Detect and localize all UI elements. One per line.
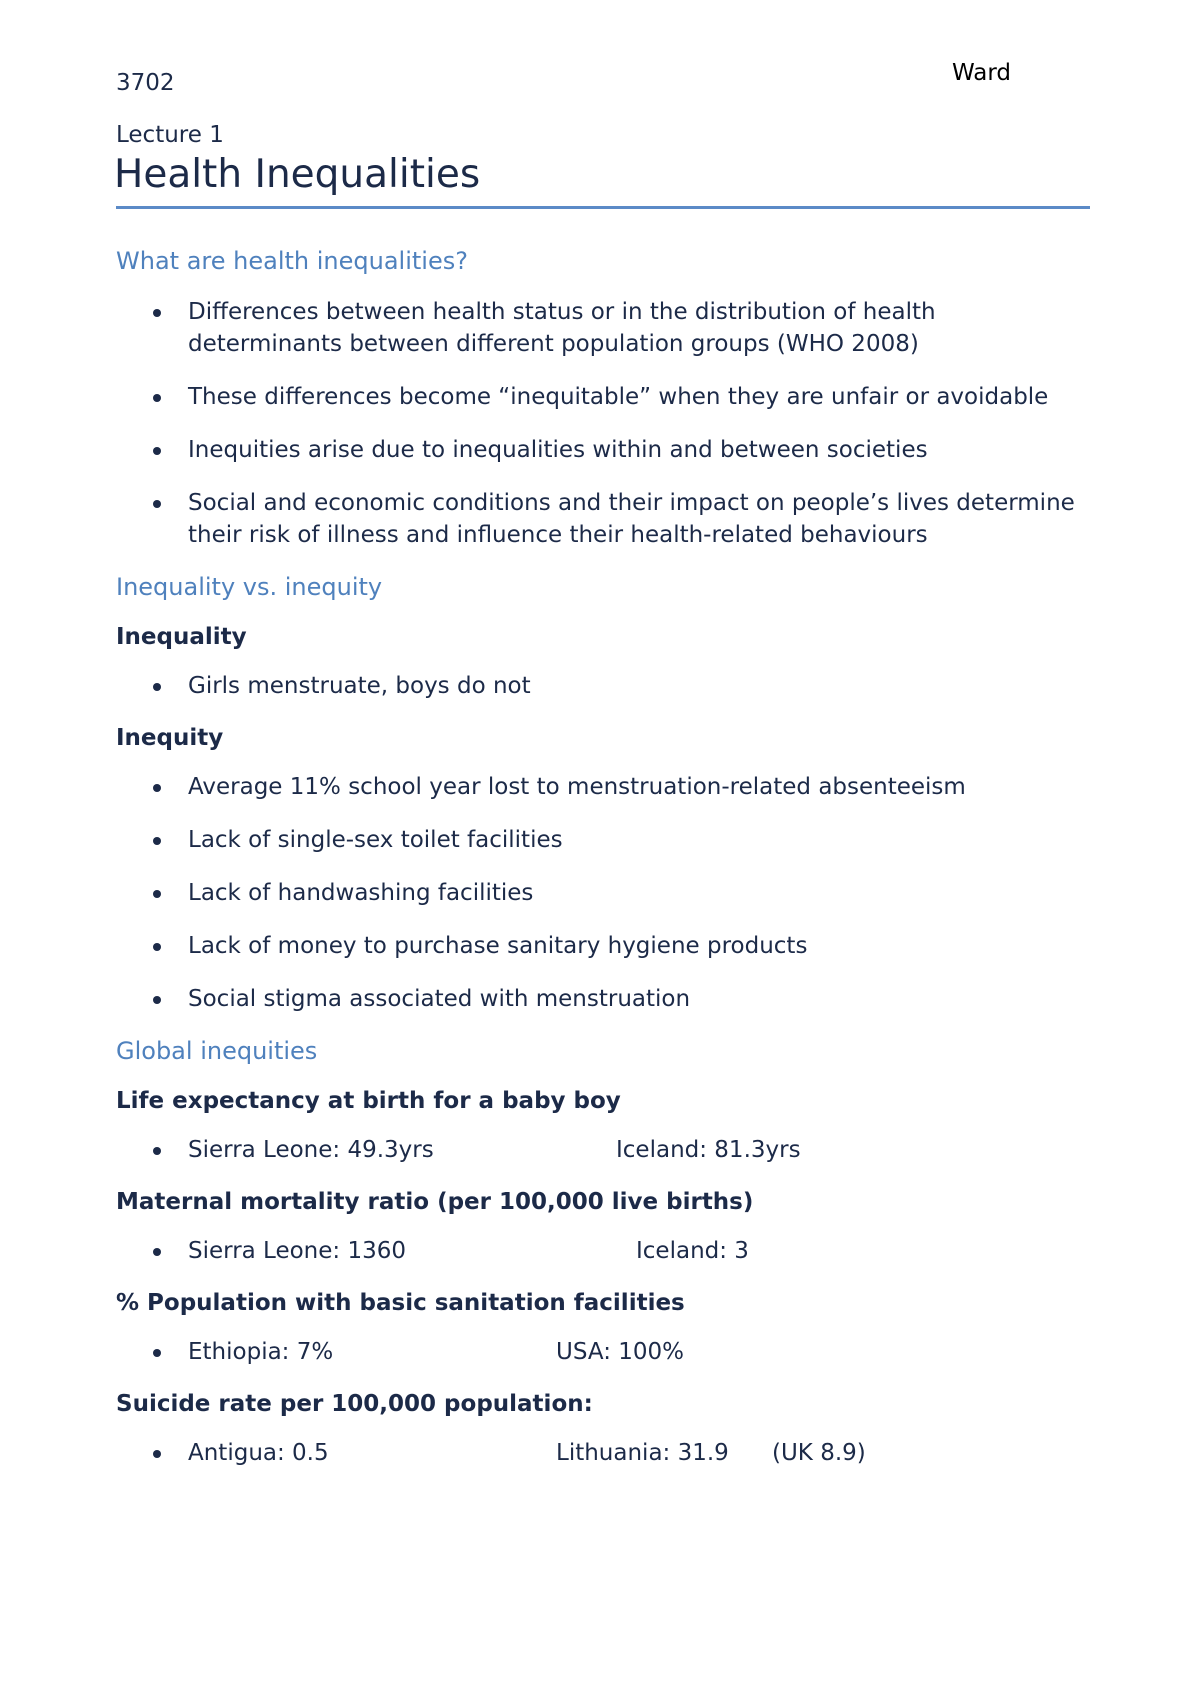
stat-list xyxy=(116,1336,1096,1368)
stat-item: Antigua: 0.5 Lithuania: 31.9 (UK 8.9) xyxy=(116,1437,1096,1469)
inequity-list xyxy=(116,771,1096,1015)
course-code: 3702 xyxy=(116,70,175,96)
list-item: Social and economic conditions and their impact on people’s lives determine their risk of illness and influence their health-related behaviours xyxy=(116,487,1096,551)
stat-item: Sierra Leone: 1360 Iceland: 3 xyxy=(116,1235,1096,1267)
stat-list xyxy=(116,1437,1096,1469)
list-item: These differences become “inequitable” when they are unfair or avoidable xyxy=(116,381,1096,413)
bullet-icon xyxy=(153,1349,161,1357)
bullet-icon xyxy=(153,943,161,951)
author-name: Ward xyxy=(952,60,1012,86)
lecture-label: Lecture 1 xyxy=(116,122,224,148)
list-item: Differences between health status or in the distribution of health determinants between different population groups (WHO 2008) xyxy=(116,296,1096,360)
page-title: Health Inequalities xyxy=(114,152,481,197)
bullet-icon xyxy=(153,784,161,792)
bullet-icon xyxy=(153,500,161,508)
bullet-icon xyxy=(153,996,161,1004)
title-divider xyxy=(116,206,1090,209)
bullet-icon xyxy=(153,890,161,898)
stat-item: Sierra Leone: 49.3yrs Iceland: 81.3yrs xyxy=(116,1134,1096,1166)
stat-label-life-expectancy: Life expectancy at birth for a baby boy xyxy=(116,1088,621,1114)
stat-label-sanitation: % Population with basic sanitation facilities xyxy=(116,1290,685,1316)
list-item: Girls menstruate, boys do not xyxy=(116,670,1096,702)
inequality-label: Inequality xyxy=(116,624,247,650)
stat-label-maternal-mortality: Maternal mortality ratio (per 100,000 live births) xyxy=(116,1189,754,1215)
list-item: Average 11% school year lost to menstruation-related absenteeism xyxy=(116,771,1096,803)
bullet-icon xyxy=(153,1450,161,1458)
stat-list xyxy=(116,1134,1096,1166)
inequality-list xyxy=(116,670,1096,702)
bullet-icon xyxy=(153,683,161,691)
inequity-label: Inequity xyxy=(116,725,224,751)
list-item: Lack of single-sex toilet facilities xyxy=(116,824,1096,856)
stat-item: Ethiopia: 7% USA: 100% xyxy=(116,1336,1096,1368)
bullet-icon xyxy=(153,837,161,845)
list-item: Lack of money to purchase sanitary hygiene products xyxy=(116,930,1096,962)
bullet-icon xyxy=(153,447,161,455)
section-heading-vs: Inequality vs. inequity xyxy=(116,573,383,601)
what-list xyxy=(116,296,1096,551)
list-item: Lack of handwashing facilities xyxy=(116,877,1096,909)
bullet-icon xyxy=(153,309,161,317)
section-heading-global: Global inequities xyxy=(116,1037,318,1065)
list-item: Social stigma associated with menstruation xyxy=(116,983,1096,1015)
bullet-icon xyxy=(153,1147,161,1155)
stat-label-suicide-rate: Suicide rate per 100,000 population: xyxy=(116,1391,593,1417)
section-heading-what: What are health inequalities? xyxy=(116,247,468,275)
list-item: Inequities arise due to inequalities within and between societies xyxy=(116,434,1096,466)
document-body xyxy=(116,246,1096,1490)
stat-list xyxy=(116,1235,1096,1267)
bullet-icon xyxy=(153,394,161,402)
bullet-icon xyxy=(153,1248,161,1256)
